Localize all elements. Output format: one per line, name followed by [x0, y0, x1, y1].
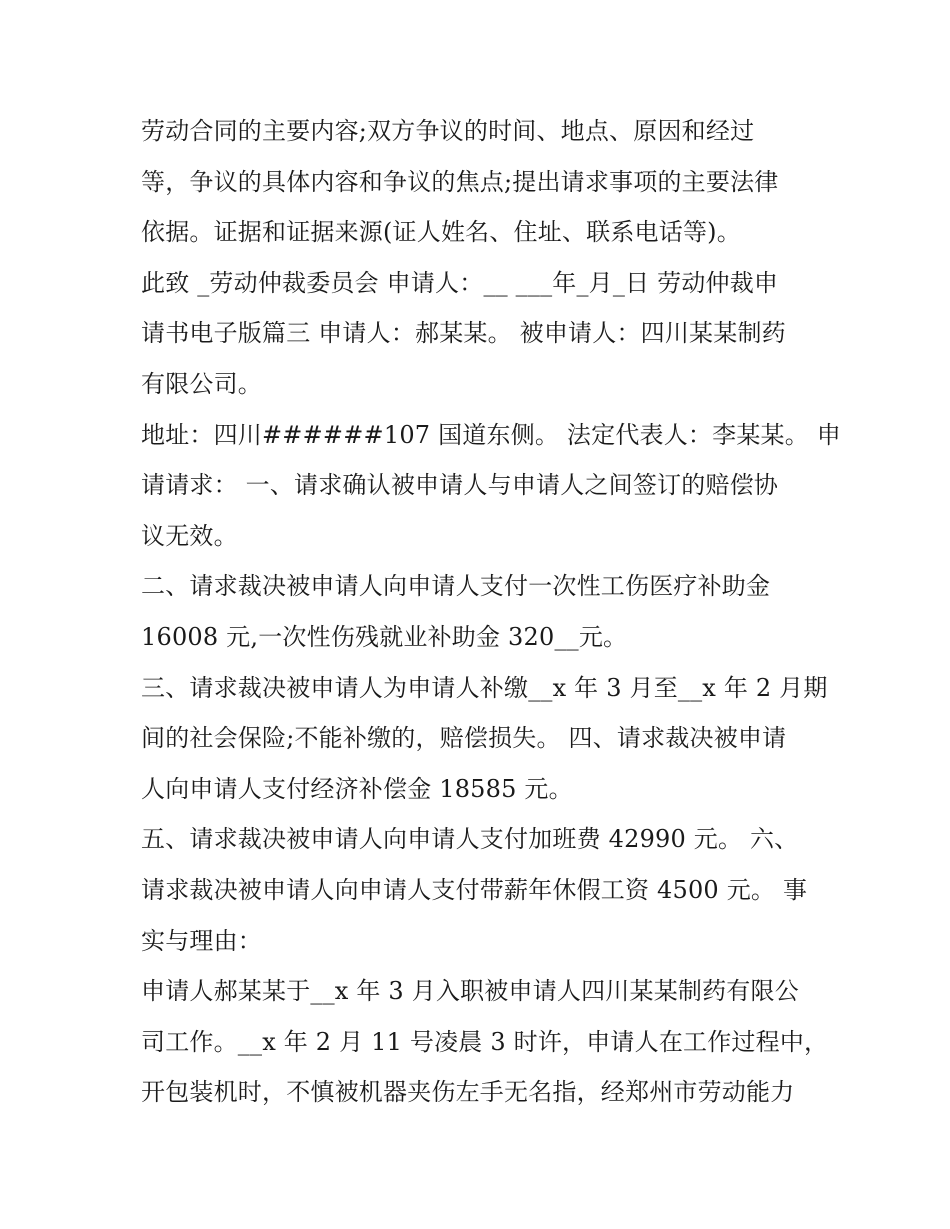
text-line: 地址：四川######107 国道东侧。 法定代表人：李某某。 申	[141, 420, 841, 449]
text-line: 议无效。	[141, 521, 238, 550]
text-line: 请求裁决被申请人向申请人支付带薪年休假工资 4500 元。 事	[141, 875, 808, 904]
document-body	[141, 106, 841, 1118]
text-line: 二、请求裁决被申请人向申请人支付一次性工伤医疗补助金	[141, 572, 771, 601]
text-line: 等，争议的具体内容和争议的焦点;提出请求事项的主要法律	[141, 167, 779, 196]
text-line: 人向申请人支付经济补偿金 18585 元。	[141, 774, 573, 803]
text-line: 请请求： 一、请求确认被申请人与申请人之间签订的赔偿协	[141, 471, 779, 500]
text-line: 劳动合同的主要内容;双方争议的时间、地点、原因和经过	[141, 117, 755, 145]
text-line: 五、请求裁决被申请人向申请人支付加班费 42990 元。 六、	[141, 825, 799, 854]
text-line: 实与理由：	[141, 926, 262, 955]
text-line: 三、请求裁决被申请人为申请人补缴__x 年 3 月至__x 年 2 月期	[141, 673, 828, 702]
text-line: 申请人郝某某于__x 年 3 月入职被申请人四川某某制药有限公	[141, 977, 799, 1006]
text-line: 依据。证据和证据来源(证人姓名、住址、联系电话等)。	[141, 218, 741, 247]
text-line: 司工作。__x 年 2 月 11 号凌晨 3 时许，申请人在工作过程中，	[141, 1027, 829, 1056]
text-line: 16008 元,一次性伤残就业补助金 320__元。	[141, 622, 628, 651]
text-line: 开包装机时，不慎被机器夹伤左手无名指，经郑州市劳动能力	[141, 1078, 795, 1107]
text-line: 间的社会保险;不能补缴的，赔偿损失。 四、请求裁决被申请	[141, 724, 787, 753]
text-line: 此致 _劳动仲裁委员会 申请人：__ ___年_月_日 劳动仲裁申	[141, 268, 779, 297]
text-line: 有限公司。	[141, 369, 262, 398]
text-line: 请书电子版篇三 申请人：郝某某。 被申请人：四川某某制药	[141, 319, 786, 348]
